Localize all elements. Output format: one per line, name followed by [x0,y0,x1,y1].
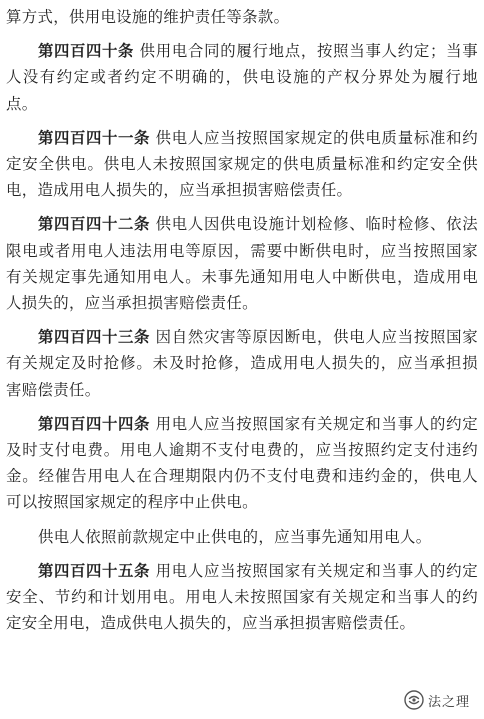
document-page [6,4,478,636]
article-heading: 第四百四十一条 [38,128,150,147]
article-443 [6,324,478,403]
article-text: 供电人因供电设施计划检修、临时检修、依法限电或者用电人违法用电等原因，需要中断供电时，应当按照国家有关规定事先通知用电人。未事先通知用电人中断供电，造成用电人损失的，应当承担损害赔偿责任。 [6,215,478,313]
article-text: 用电人应当按照国家有关规定和当事人的约定安全、节约和计划用电。用电人未按照国家有关规定和当事人的约定安全用电，造成供电人损失的，应当承担损害赔偿责任。 [6,561,478,633]
article-heading: 第四百四十三条 [38,328,150,347]
article-text: 因自然灾害等原因断电，供电人应当按照国家有关规定及时抢修。未及时抢修，造成用电人损失的，应当承担损害赔偿责任。 [6,328,478,399]
article-444-second-clause [6,524,478,550]
article-445 [6,558,478,637]
article-442 [6,211,478,316]
wechat-channel-icon [404,690,424,710]
article-441 [6,125,478,204]
article-text: 用电人应当按照国家有关规定和当事人的约定及时支付电费。用电人逾期不支付电费的，应当按照约定支付违约金。经催告用电人在合理期限内仍不支付电费和违约金的，供电人可以按照国家规定的程序中止供电。 [6,414,478,512]
article-heading: 第四百四十条 [38,42,134,61]
article-text: 供用电合同的履行地点，按照当事人约定；当事人没有约定或者约定不明确的，供电设施的产权分界处为履行地点。 [6,42,478,113]
article-heading: 第四百四十二条 [38,215,150,234]
channel-watermark [400,689,476,711]
watermark-text: 法之理 [427,694,470,710]
article-440 [6,38,478,117]
paragraph-continued [6,4,478,30]
article-heading: 第四百四十四条 [38,414,150,433]
paragraph-text: 算方式，供用电设施的维护责任等条款。 [6,8,290,26]
article-444 [6,411,478,516]
article-text: 供电人依照前款规定中止供电的，应当事先通知用电人。 [38,527,432,546]
article-text: 供电人应当按照国家规定的供电质量标准和约定安全供电。供电人未按照国家规定的供电质量标准和约定安全供电，造成用电人损失的，应当承担损害赔偿责任。 [6,128,478,200]
article-heading: 第四百四十五条 [38,561,150,580]
